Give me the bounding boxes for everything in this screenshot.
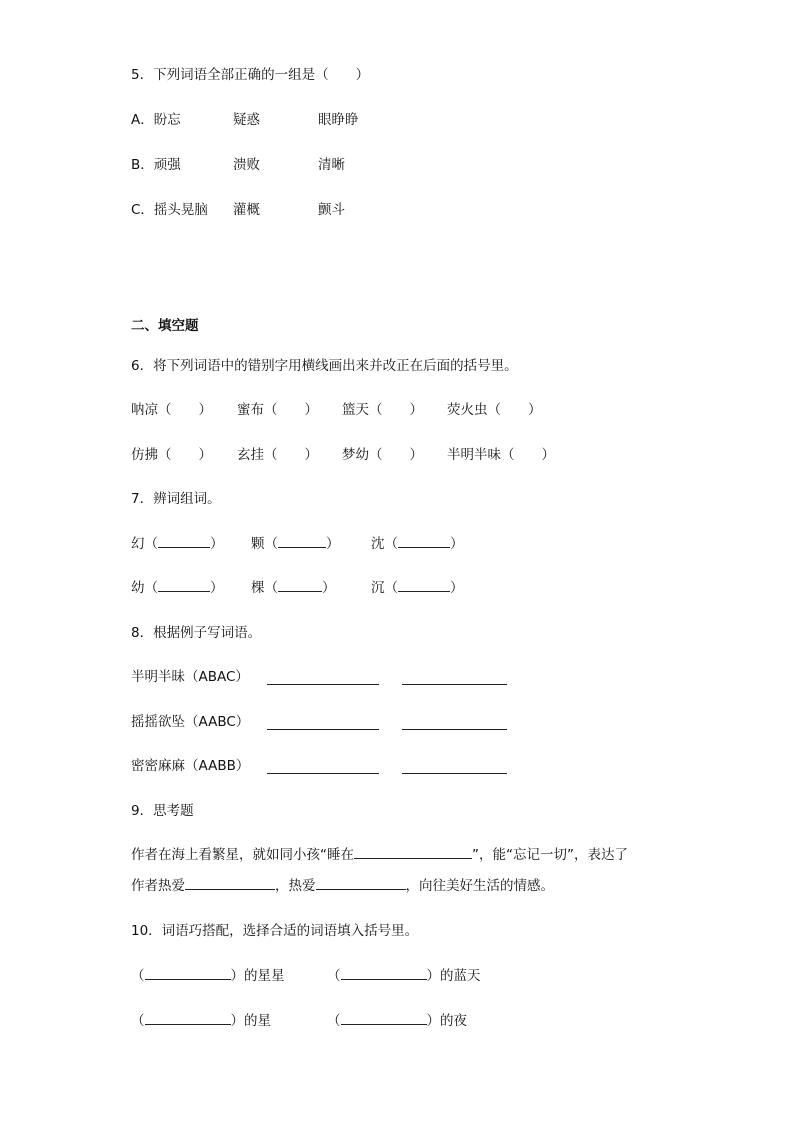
q9-line-1 bbox=[131, 846, 628, 864]
q10-open-paren: （ bbox=[327, 1013, 341, 1029]
q10-item bbox=[327, 1012, 467, 1030]
q7-close-paren: ） bbox=[210, 580, 224, 596]
q8-answer-blank[interactable] bbox=[267, 773, 379, 774]
q7-close-paren: ） bbox=[326, 536, 340, 552]
q7-char: 沉 bbox=[371, 580, 385, 596]
q8-example: 摇摇欲坠（AABC） bbox=[131, 714, 250, 730]
q7-answer-blank[interactable] bbox=[278, 579, 322, 592]
q7-answer-blank[interactable] bbox=[278, 535, 326, 548]
q5-option-a-word2: 疑惑 bbox=[233, 112, 260, 128]
q5-option-c-label: C．摇头晃脑 bbox=[131, 202, 208, 218]
q8-stem: 8．根据例子写词语。 bbox=[131, 625, 262, 641]
q7-answer-blank[interactable] bbox=[158, 579, 210, 592]
q7-item bbox=[251, 579, 336, 597]
q10-text: ）的星 bbox=[230, 1013, 271, 1029]
q9-text: 作者热爱 bbox=[131, 878, 185, 894]
q7-close-paren: ） bbox=[322, 580, 336, 596]
q9-text: 作者在海上看繁星，就如同小孩“睡在 bbox=[131, 847, 354, 863]
q7-char: 棵 bbox=[251, 580, 265, 596]
q10-answer-blank[interactable] bbox=[145, 1012, 231, 1025]
q7-char: 幼 bbox=[131, 580, 145, 596]
q5-option-b-word2: 溃败 bbox=[233, 157, 260, 173]
q10-open-paren: （ bbox=[327, 968, 341, 984]
q6-word: 荧火虫（ ） bbox=[447, 402, 542, 418]
q5-option-a-word3: 眼睁睁 bbox=[318, 112, 359, 128]
q7-close-paren: ） bbox=[450, 580, 464, 596]
q9-answer-blank[interactable] bbox=[316, 877, 406, 890]
q7-item bbox=[131, 535, 224, 553]
q5-option-c-word2: 灌概 bbox=[233, 202, 260, 218]
section-title-fill-blank: 二、填空题 bbox=[131, 318, 199, 334]
q8-answer-blank[interactable] bbox=[402, 729, 507, 730]
q7-open-paren: （ bbox=[384, 536, 398, 552]
q6-word: 仿拂（ ） bbox=[131, 447, 212, 463]
q8-example: 密密麻麻（AABB） bbox=[131, 758, 250, 774]
q7-open-paren: （ bbox=[264, 580, 278, 596]
q8-answer-blank[interactable] bbox=[402, 773, 507, 774]
q10-text: ）的星星 bbox=[230, 968, 285, 984]
q10-item bbox=[327, 967, 481, 985]
q6-word: 蜜布（ ） bbox=[237, 402, 318, 418]
q5-stem: 5．下列词语全部正确的一组是（ ） bbox=[131, 67, 370, 83]
q6-word: 篮天（ ） bbox=[342, 402, 423, 418]
q10-open-paren: （ bbox=[131, 1013, 145, 1029]
q5-option-c-word3: 颤斗 bbox=[318, 202, 345, 218]
q7-open-paren: （ bbox=[384, 580, 398, 596]
q9-line-2 bbox=[131, 877, 554, 895]
q7-char: 沈 bbox=[371, 536, 385, 552]
q5-option-b-label: B．顽强 bbox=[131, 157, 181, 173]
q10-answer-blank[interactable] bbox=[341, 1012, 427, 1025]
q7-item bbox=[251, 535, 340, 553]
q10-stem: 10．词语巧搭配，选择合适的词语填入括号里。 bbox=[131, 923, 419, 939]
q5-option-a-label: A．盼忘 bbox=[131, 112, 181, 128]
q7-answer-blank[interactable] bbox=[398, 535, 450, 548]
q8-answer-blank[interactable] bbox=[267, 684, 379, 685]
q8-example: 半明半昧（ABAC） bbox=[131, 669, 249, 685]
q7-close-paren: ） bbox=[210, 536, 224, 552]
q6-word: 呐凉（ ） bbox=[131, 402, 212, 418]
q7-answer-blank[interactable] bbox=[158, 535, 210, 548]
q10-text: ）的蓝天 bbox=[426, 968, 481, 984]
q10-item bbox=[131, 1012, 271, 1030]
q9-text: ，向往美好生活的情感。 bbox=[405, 878, 554, 894]
q7-item bbox=[371, 535, 464, 553]
q9-stem: 9．思考题 bbox=[131, 803, 194, 819]
q6-word: 半明半味（ ） bbox=[447, 447, 555, 463]
q10-open-paren: （ bbox=[131, 968, 145, 984]
q9-text: ”，能“忘记一切”，表达了 bbox=[472, 847, 628, 863]
q10-answer-blank[interactable] bbox=[341, 967, 427, 980]
q7-answer-blank[interactable] bbox=[398, 579, 450, 592]
q9-answer-blank[interactable] bbox=[354, 846, 472, 859]
q7-char: 颗 bbox=[251, 536, 265, 552]
q8-answer-blank[interactable] bbox=[402, 684, 507, 685]
q6-stem: 6．将下列词语中的错别字用横线画出来并改正在后面的括号里。 bbox=[131, 358, 518, 374]
q9-answer-blank[interactable] bbox=[185, 877, 275, 890]
q8-answer-blank[interactable] bbox=[267, 729, 379, 730]
q7-open-paren: （ bbox=[264, 536, 278, 552]
q10-text: ）的夜 bbox=[426, 1013, 467, 1029]
q7-close-paren: ） bbox=[450, 536, 464, 552]
q9-text: ，热爱 bbox=[275, 878, 316, 894]
q10-answer-blank[interactable] bbox=[145, 967, 231, 980]
q10-item bbox=[131, 967, 285, 985]
q7-char: 幻 bbox=[131, 536, 145, 552]
q6-word: 梦幼（ ） bbox=[342, 447, 423, 463]
q7-item bbox=[371, 579, 464, 597]
q7-open-paren: （ bbox=[144, 580, 158, 596]
q5-option-b-word3: 清晰 bbox=[318, 157, 345, 173]
q7-open-paren: （ bbox=[144, 536, 158, 552]
q7-item bbox=[131, 579, 224, 597]
q7-stem: 7．辨词组词。 bbox=[131, 491, 221, 507]
q6-word: 玄挂（ ） bbox=[237, 447, 318, 463]
